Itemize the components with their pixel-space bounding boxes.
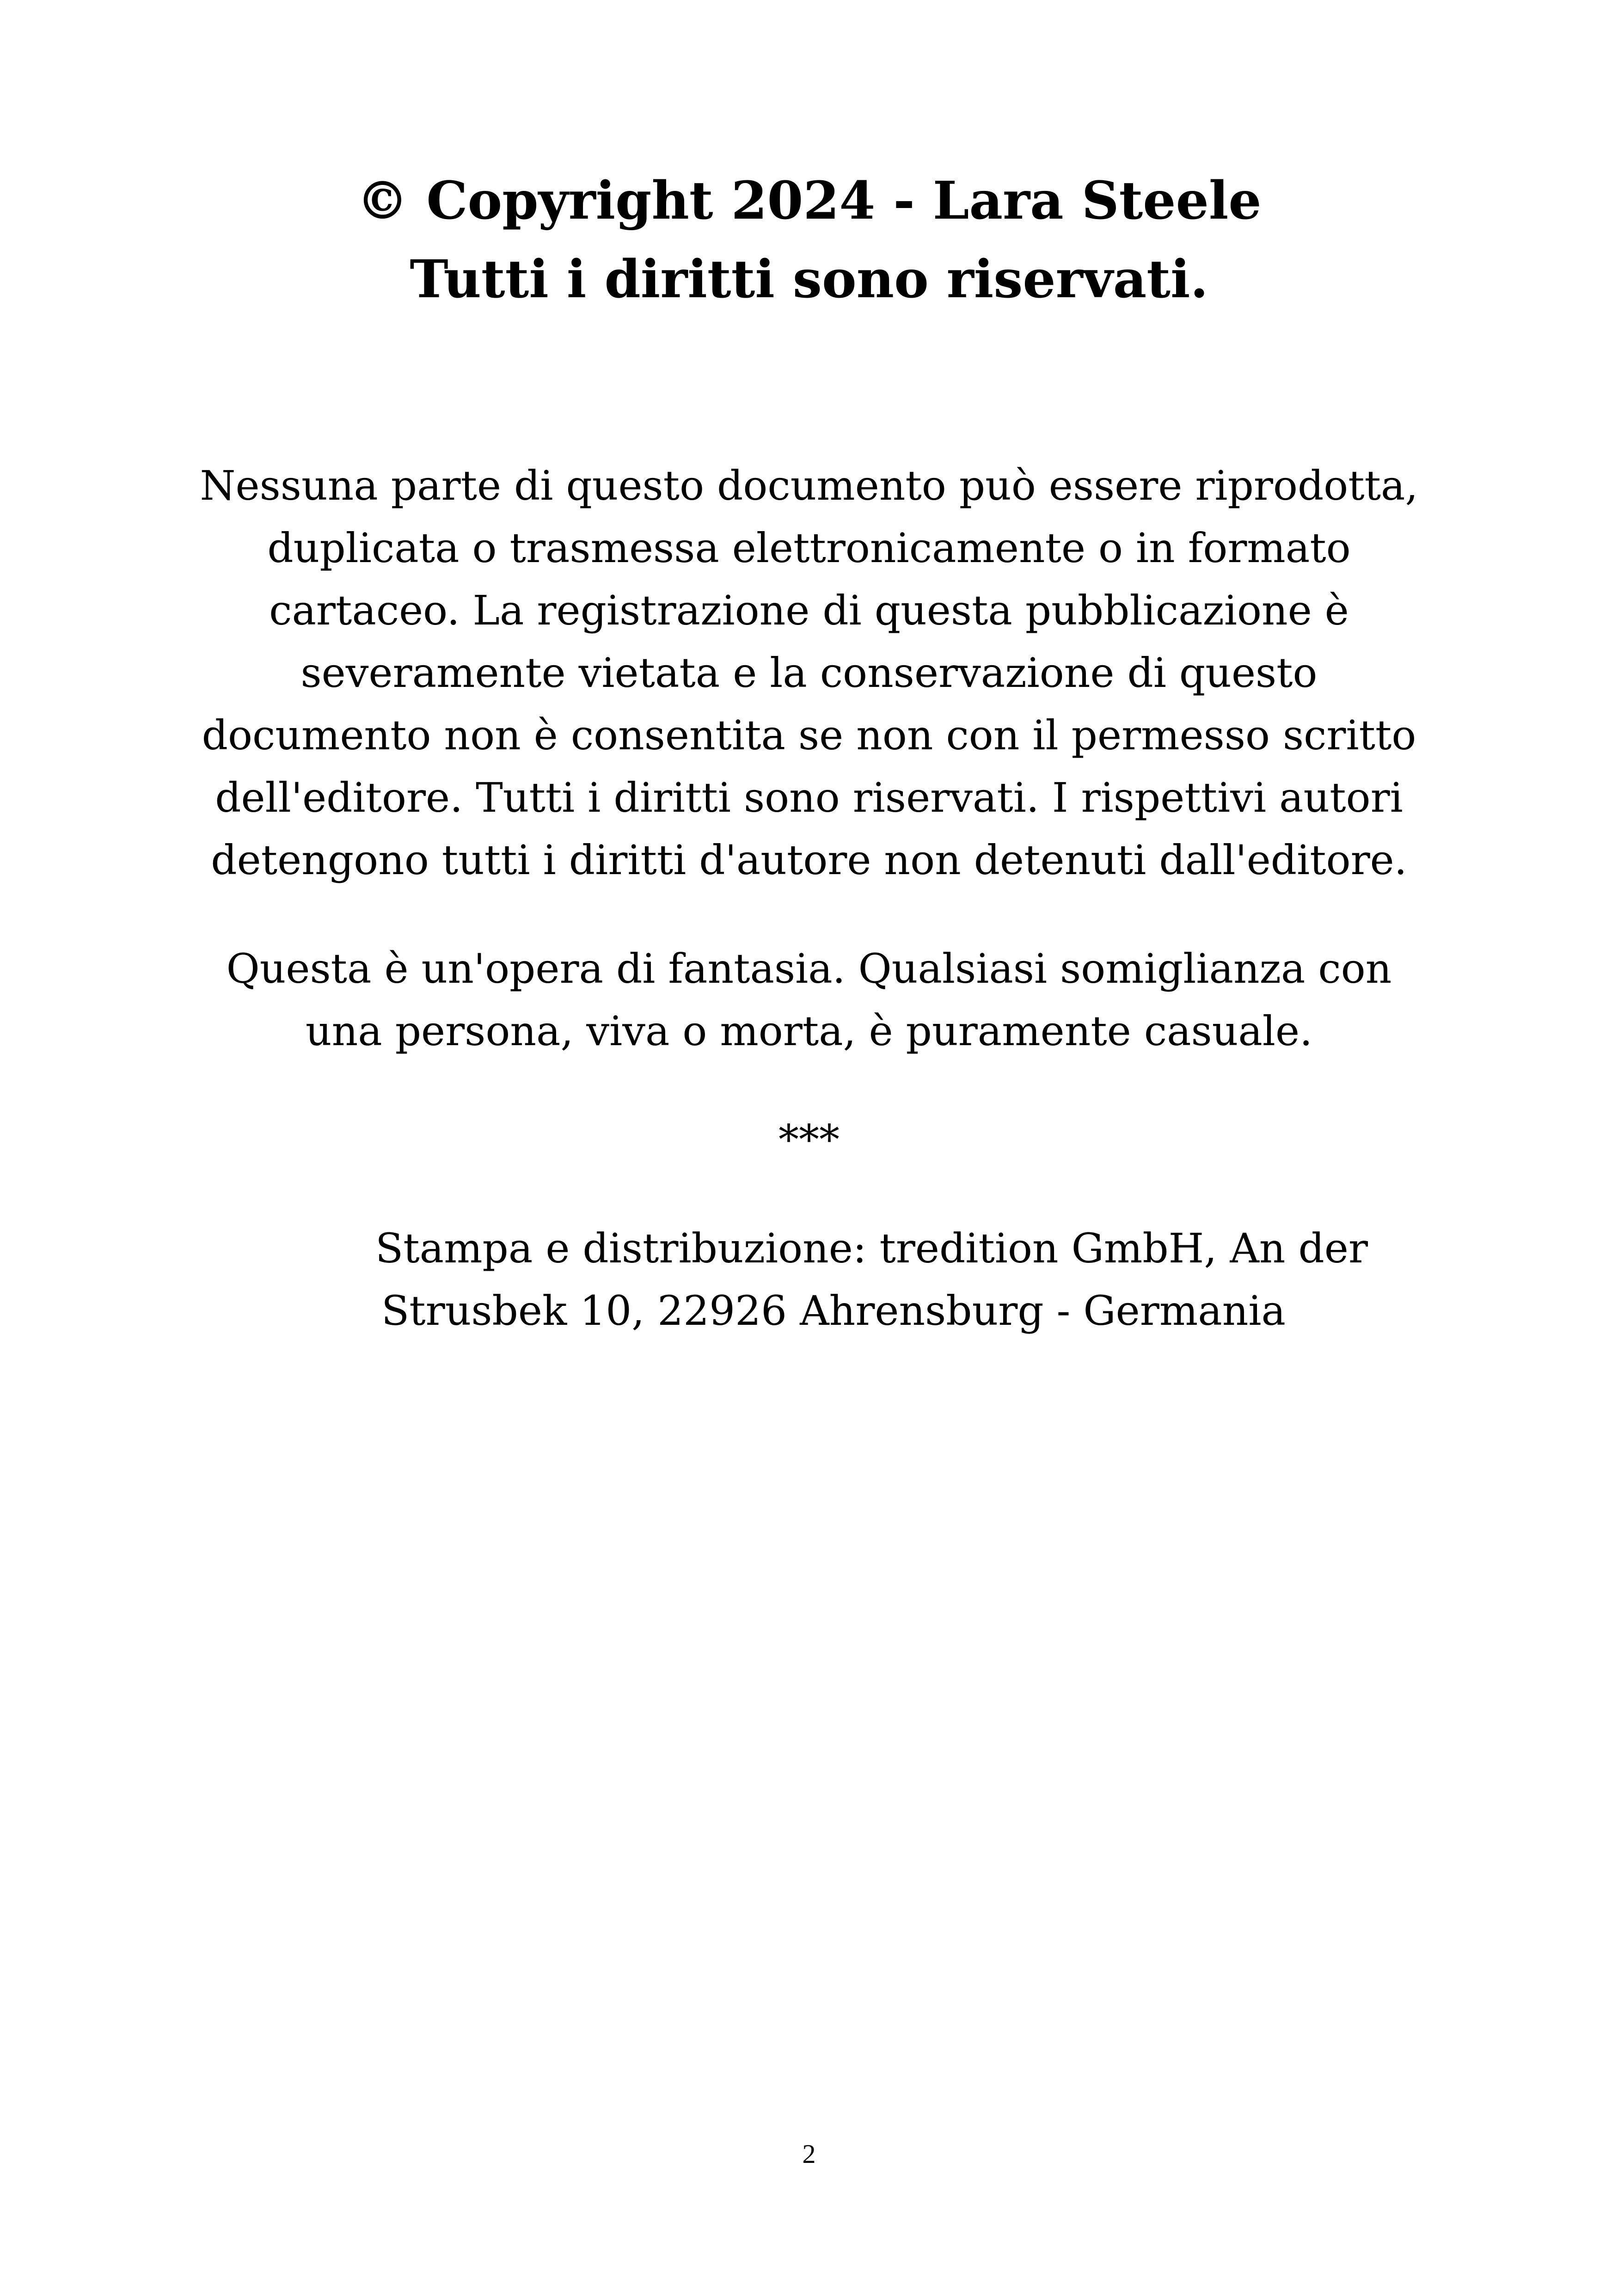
legal-notice-line: dell'editore. Tutti i diritti sono riservati. I rispettivi autori <box>215 774 1403 821</box>
copyright-heading: © Copyright 2024 - Lara Steele <box>356 171 1262 231</box>
legal-notice-line: duplicata o trasmessa elettronicamente o in formato <box>267 524 1351 572</box>
legal-notice-line: detengono tutti i diritti d'autore non detenuti dall'editore. <box>211 836 1407 884</box>
legal-notice-line: Nessuna parte di questo documento può essere riprodotta, <box>200 462 1418 509</box>
legal-notice-line: documento non è consentita se non con il permesso scritto <box>202 711 1416 759</box>
fiction-disclaimer-line: una persona, viva o morta, è puramente casuale. <box>305 1007 1313 1055</box>
printer-info-line: Stampa e distribuzione: tredition GmbH, An der <box>375 1225 1368 1272</box>
fiction-disclaimer-line: Questa è un'opera di fantasia. Qualsiasi somiglianza con <box>226 945 1392 992</box>
legal-notice-line: severamente vietata e la conservazione di questo <box>300 649 1318 697</box>
printer-info-line: Strusbek 10, 22926 Ahrensburg - Germania <box>381 1287 1286 1335</box>
rights-heading: Tutti i diritti sono riservati. <box>410 249 1208 310</box>
section-separator: *** <box>778 1116 840 1163</box>
legal-notice-line: cartaceo. La registrazione di questa pubblicazione è <box>269 587 1349 634</box>
page-number: 2 <box>802 2139 816 2169</box>
